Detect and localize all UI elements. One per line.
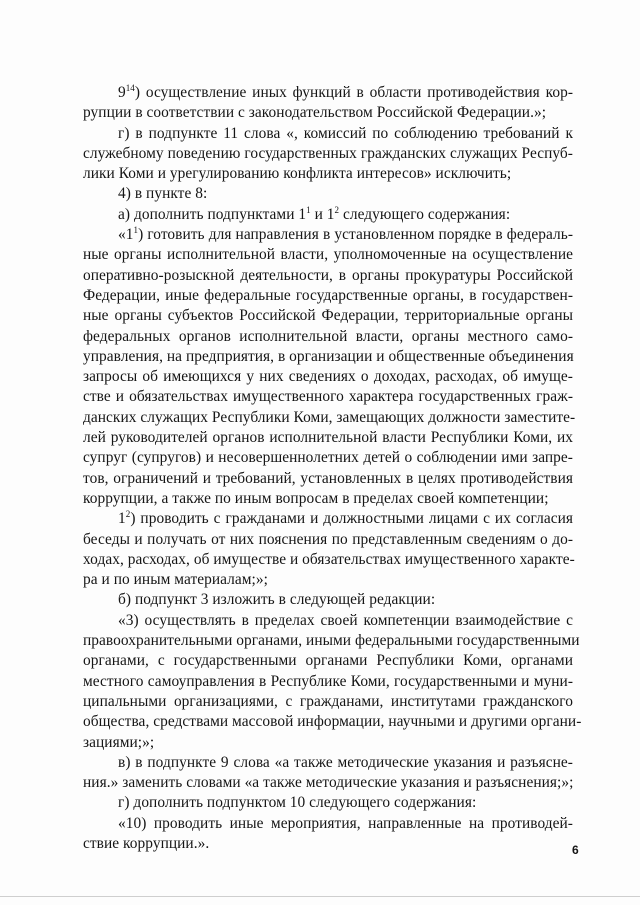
text-line	[83, 489, 573, 509]
superscript: 14	[125, 83, 135, 93]
text-run: ные органы исполнительной власти, уполномоченные на осуществление	[83, 246, 573, 264]
text-line	[83, 286, 573, 306]
text-run: б) подпункт 3 изложить в следующей редакции:	[118, 591, 436, 609]
text-run: ра и по иным материалам;»;	[83, 571, 268, 589]
text-line	[83, 793, 573, 813]
text-run: ходах, расходах, об имуществе и обязательствах имущественного характе-	[83, 550, 575, 568]
text-run: данских служащих Республики Коми, замещающих должности заместите-	[83, 408, 576, 426]
text-line	[83, 245, 573, 265]
text-line	[83, 448, 573, 468]
text-run: а) дополнить подпунктами 1	[118, 205, 307, 223]
text-run: г) в подпункте 11 слова «, комиссий по соблюдению требований к	[118, 124, 573, 142]
text-line	[83, 672, 573, 692]
text-line	[83, 570, 573, 590]
text-run: коррупции, а также по иным вопросам в пределах своей компетенции;	[83, 489, 549, 507]
text-run: управления, на предприятия, в организации и общественные объединения	[83, 347, 574, 365]
text-line	[83, 124, 573, 144]
text-line	[83, 712, 582, 732]
text-run: «3) осуществлять в пределах своей компетенции взаимодействие с	[118, 611, 573, 629]
page-bottom-edge	[0, 896, 640, 897]
text-run: федеральных органов исполнительной власти, органы местного само-	[83, 327, 573, 345]
text-line	[83, 834, 573, 854]
text-run: Федерации, иные федеральные государственные органы, в государствен-	[83, 286, 573, 304]
text-line	[83, 164, 573, 184]
text-run: и 1	[310, 205, 335, 223]
text-line	[83, 814, 573, 834]
text-line	[83, 184, 573, 204]
text-run: оперативно-розыскной деятельности, в органы прокуратуры Российской	[83, 266, 573, 284]
text-run: запросы об имеющихся у них сведениях о доходах, расходах, об имуще-	[83, 368, 573, 386]
text-line	[83, 205, 573, 225]
text-run: стве и обязательствах имущественного характера государственных граж-	[83, 388, 573, 406]
text-run: служебному поведению государственных гражданских служащих Респуб-	[83, 144, 573, 162]
text-run: местного самоуправления в Республике Коми, государственными и муни-	[83, 672, 573, 690]
superscript: 2	[334, 204, 340, 215]
text-run: «10) проводить иные мероприятия, направленные на противодей-	[118, 814, 573, 832]
text-run: ния.» заменить словами «а также методические указания и разъяснения;»;	[83, 774, 574, 792]
text-run: тов, ограничений и требований, установленных в целях противодействия	[83, 469, 573, 487]
text-run: лей руководителей органов исполнительной власти Республики Коми, их	[83, 429, 573, 447]
text-run: правоохранительными органами, иными федеральными государственными	[83, 632, 580, 650]
page-number: 6	[572, 843, 579, 857]
text-line	[83, 327, 573, 347]
text-line	[83, 773, 573, 793]
superscript: 1	[133, 225, 139, 236]
text-run: рупции в соответствии с законодательством Российской Федерации.»;	[83, 104, 547, 122]
text-run: «1	[118, 226, 134, 244]
superscript: 2	[125, 509, 131, 520]
text-run: общества, средствами массовой информации, научными и другими органи-	[83, 713, 582, 731]
text-line	[83, 367, 573, 387]
text-line	[83, 753, 573, 773]
text-line	[83, 550, 573, 570]
text-line	[83, 509, 573, 529]
text-line	[83, 144, 573, 164]
text-run: ципальными организациями, с гражданами, институтами гражданского	[83, 692, 573, 710]
text-line	[83, 428, 573, 448]
text-line	[83, 611, 573, 631]
text-line	[83, 631, 580, 651]
text-line	[83, 469, 573, 489]
text-line	[83, 387, 573, 407]
text-run: ) осуществление иных функций в области противодействия кор-	[134, 84, 573, 101]
text-line	[83, 83, 573, 103]
text-line	[83, 590, 573, 610]
superscript: 1	[306, 204, 311, 215]
text-run: в) в подпункте 9 слова «а также методические указания и разъясне-	[118, 753, 573, 771]
text-run: 9	[118, 84, 126, 101]
text-run: 1	[118, 510, 126, 528]
text-line	[83, 651, 573, 671]
text-run: супруг (супругов) и несовершеннолетних детей о соблюдении ими запре-	[83, 449, 573, 467]
text-run: ные органы субъектов Российской Федерации, территориальные органы	[83, 307, 573, 325]
text-run: ) проводить с гражданами и должностными лицами с их согласия	[130, 510, 573, 528]
text-line	[83, 347, 573, 367]
document-body	[83, 83, 582, 854]
text-run: следующего содержания:	[339, 205, 511, 223]
text-line	[83, 408, 576, 428]
text-run: 4) в пункте 8:	[118, 185, 208, 203]
text-line	[83, 306, 573, 326]
text-line	[83, 266, 573, 286]
text-line	[83, 225, 573, 245]
text-run: ствие коррупции.».	[83, 834, 210, 852]
text-line	[83, 733, 573, 753]
text-line	[83, 530, 573, 550]
text-run: ) готовить для направления в установленном порядке в федераль-	[138, 226, 573, 244]
text-line	[83, 692, 573, 712]
text-line	[83, 103, 573, 123]
text-run: лики Коми и урегулированию конфликта интересов» исключить;	[83, 165, 512, 183]
text-run: зациями;»;	[83, 733, 155, 751]
text-run: беседы и получать от них пояснения по представленным сведениям о до-	[83, 530, 573, 548]
text-run: органами, с государственными органами Республики Коми, органами	[83, 652, 573, 670]
text-run: г) дополнить подпунктом 10 следующего содержания:	[118, 794, 477, 812]
